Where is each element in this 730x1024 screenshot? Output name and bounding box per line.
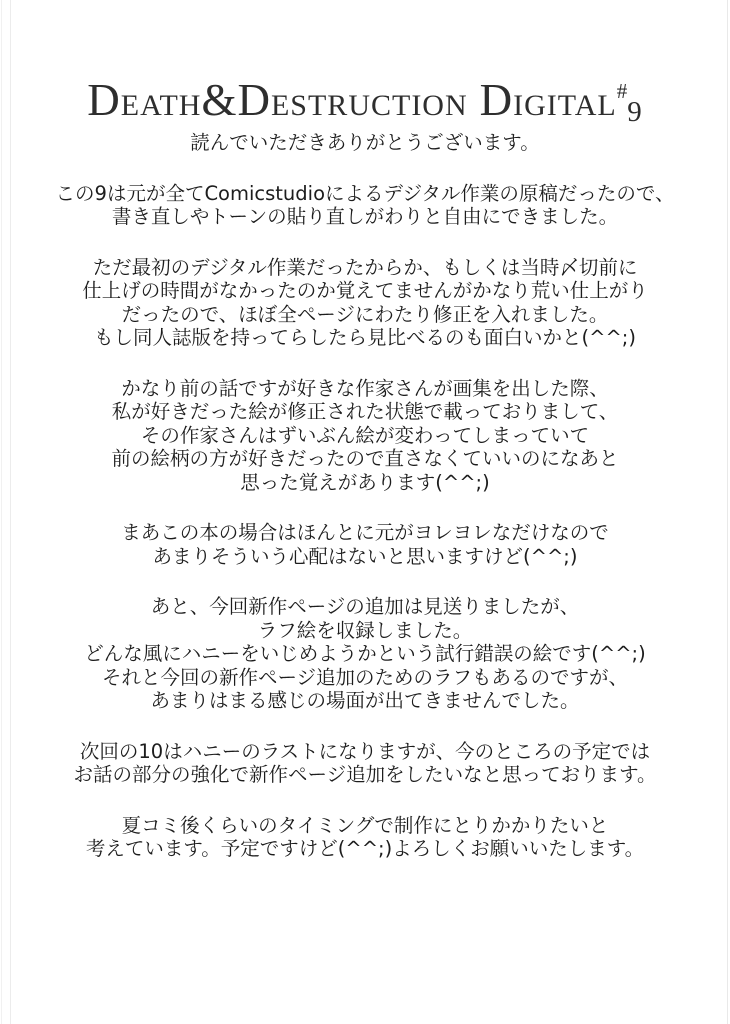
text-line: もし同人誌版を持ってらしたら見比べるのも面白いかと(^^;) bbox=[94, 326, 636, 349]
text-line: 思った覚えがあります(^^;) bbox=[240, 470, 490, 494]
title-ampersand: & bbox=[201, 75, 238, 125]
paragraph-next-volume bbox=[0, 740, 730, 787]
text-line: 私が好きだった絵が修正された状態で載っておりまして、 bbox=[111, 400, 619, 423]
title-smallcaps: ESTRUCTION bbox=[270, 89, 468, 122]
text-line: この9は元が全てComicstudioによるデジタル作業の原稿だったので、 bbox=[55, 181, 675, 205]
title-smallcaps: EATH bbox=[120, 89, 202, 122]
text-line: まあこの本の場合はほんとに元がヨレヨレなだけなので bbox=[121, 521, 609, 544]
paragraph-artist-anecdote bbox=[0, 377, 730, 495]
text-line: ラフ絵を収録しました。 bbox=[257, 618, 473, 642]
text-line: ただ最初のデジタル作業だったからか、もしくは当時〆切前に bbox=[92, 255, 638, 279]
text-line: かなり前の話ですが好きな作家さんが画集を出した際、 bbox=[121, 376, 609, 400]
paragraph-thanks bbox=[0, 131, 730, 155]
text-line: お話の部分の強化で新作ページ追加をしたいなと思っております。 bbox=[73, 763, 657, 786]
text-line: 書き直しやトーンの貼り直しがわりと自由にできました。 bbox=[111, 205, 619, 228]
title-bigcap: D bbox=[87, 75, 121, 125]
text-line: 考えています。予定ですけど(^^;)よろしくお願いいたします。 bbox=[85, 837, 645, 860]
paragraph-no-worry bbox=[0, 521, 730, 568]
text-line: 夏コミ後くらいのタイミングで制作にとりかかりたいと bbox=[121, 813, 609, 837]
title-bigcap: D bbox=[237, 75, 271, 125]
paragraph-closing bbox=[0, 814, 730, 861]
text-line: どんな風にハニーをいじめようかという試行錯誤の絵です(^^;) bbox=[84, 642, 646, 665]
text-line: その作家さんはずいぶん絵が変わってしまっていて bbox=[140, 423, 590, 447]
text-line: あまりそういう心配はないと思いますけど(^^;) bbox=[152, 544, 578, 568]
title-bigcap: D bbox=[479, 75, 514, 125]
title-issue-number: 9 bbox=[627, 96, 643, 128]
text-line: あまりはまる感じの場面が出てきませんでした。 bbox=[150, 689, 580, 712]
text-line: 前の絵柄の方が好きだったので直さなくていいのになあと bbox=[111, 447, 619, 470]
text-line: あと、今回新作ページの追加は見送りましたが、 bbox=[150, 595, 580, 618]
title-smallcaps: IGITAL bbox=[513, 89, 617, 122]
text-line: 読んでいただきありがとうございます。 bbox=[190, 131, 540, 154]
paragraph-comicstudio bbox=[0, 182, 730, 229]
paragraph-rough-sketches bbox=[0, 595, 730, 713]
paragraph-corrections bbox=[0, 256, 730, 350]
text-line: だったので、ほぼ全ページにわたり修正を入れました。 bbox=[121, 302, 609, 326]
text-line: 仕上げの時間がなかったのか覚えてませんがかなり荒い仕上がり bbox=[82, 279, 648, 302]
text-line: 次回の10はハニーのラストになりますが、今のところの予定では bbox=[79, 739, 651, 763]
page-title bbox=[0, 69, 730, 128]
text-line: それと今回の新作ページ追加のためのラフもあるのですが、 bbox=[101, 665, 629, 689]
title-hash-sign: # bbox=[616, 79, 628, 103]
